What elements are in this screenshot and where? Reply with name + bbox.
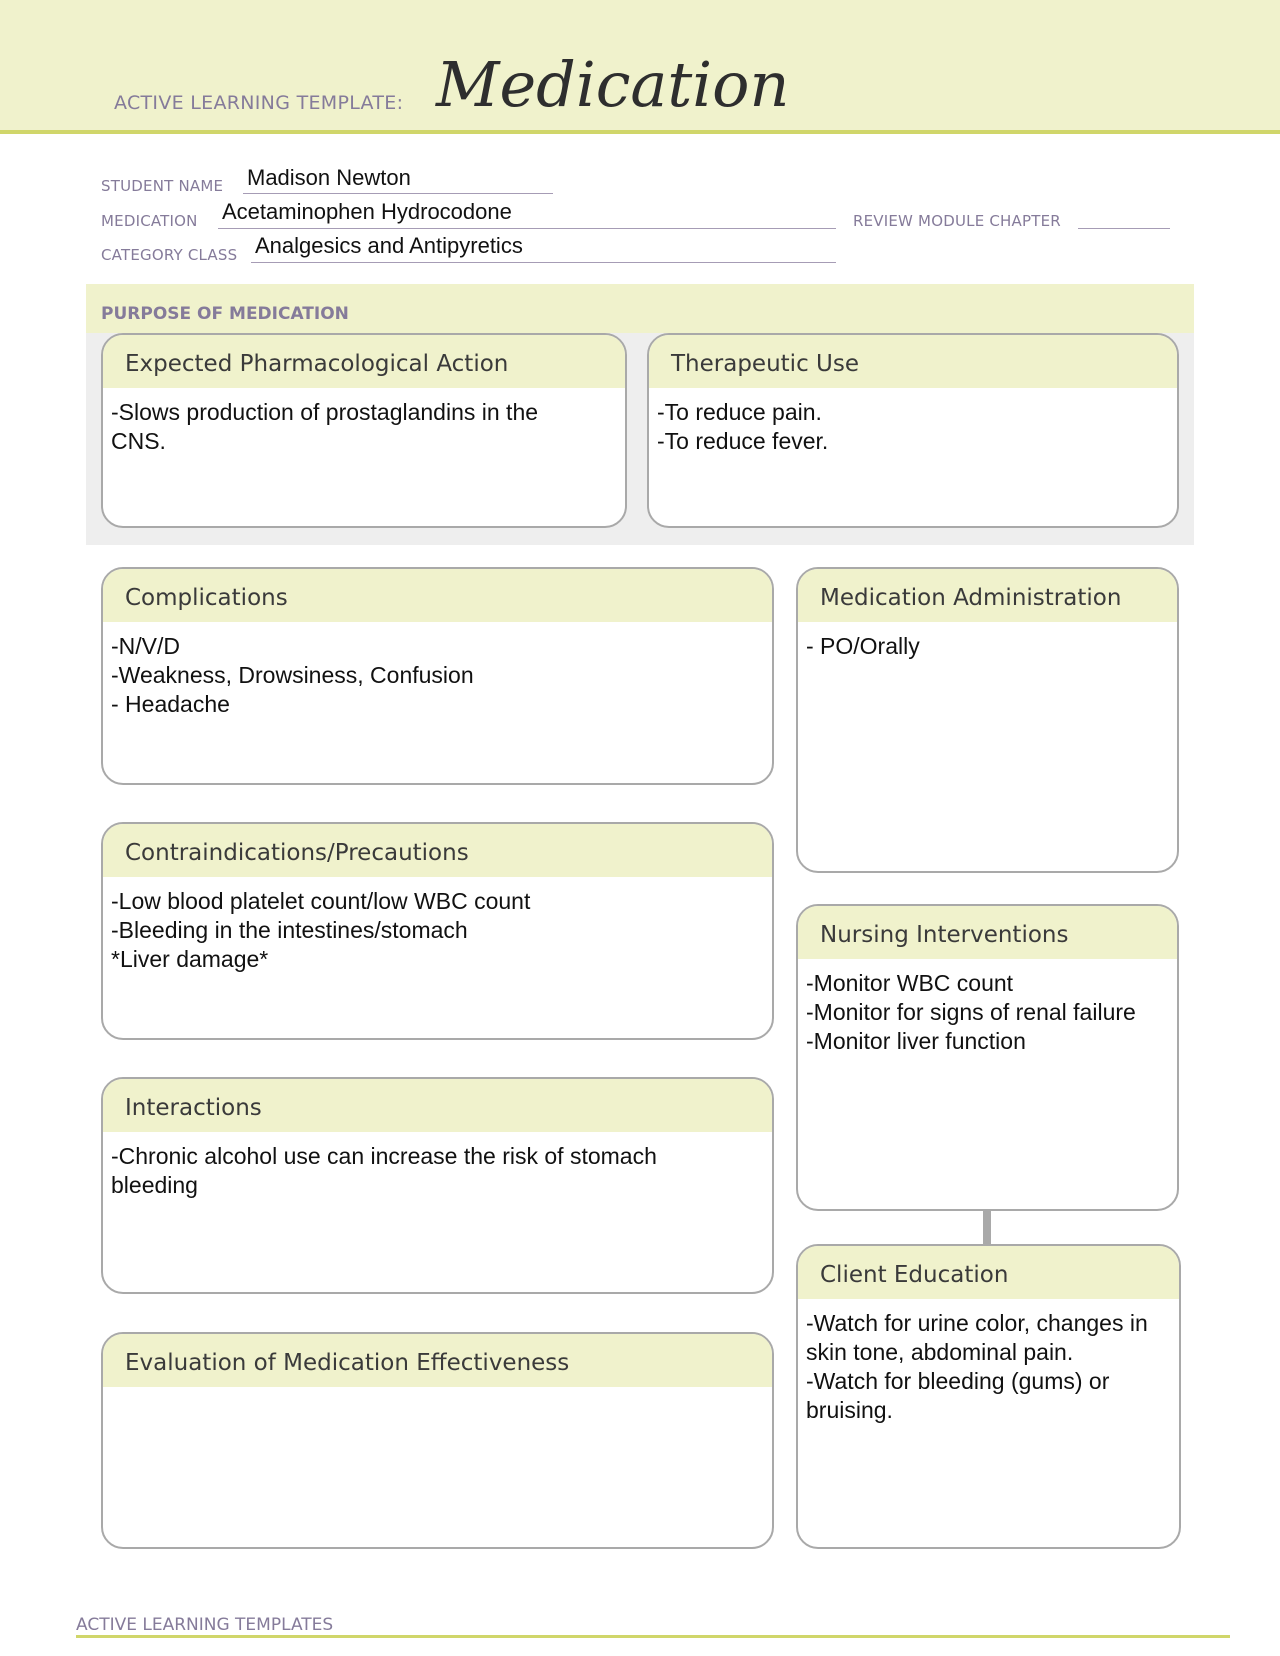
card-title: Evaluation of Medication Effectiveness xyxy=(125,1350,570,1376)
contraindications-body[interactable] xyxy=(103,877,772,974)
card-header xyxy=(103,824,772,877)
page-title: Medication xyxy=(436,48,790,121)
card-line: -Low blood platelet count/low WBC count xyxy=(111,888,531,914)
card-title: Therapeutic Use xyxy=(671,351,859,377)
card-line: -Monitor liver function xyxy=(806,1028,1026,1054)
purpose-header xyxy=(86,284,1194,333)
category-class-label: CATEGORY CLASS xyxy=(101,246,238,264)
card-title: Medication Administration xyxy=(820,585,1122,611)
card-header xyxy=(798,569,1177,622)
interactions-card xyxy=(101,1077,774,1294)
card-title: Nursing Interventions xyxy=(820,922,1069,948)
card-connector xyxy=(983,1210,991,1246)
purpose-title: PURPOSE OF MEDICATION xyxy=(101,304,349,324)
card-header xyxy=(798,1246,1179,1299)
medication-administration-card xyxy=(796,567,1179,873)
complications-body[interactable] xyxy=(103,622,772,719)
card-header xyxy=(649,335,1177,388)
card-header xyxy=(103,1079,772,1132)
card-header xyxy=(103,569,772,622)
interactions-body[interactable] xyxy=(103,1132,772,1200)
category-class-field[interactable]: Analgesics and Antipyretics xyxy=(255,233,523,258)
evaluation-card xyxy=(101,1332,774,1549)
template-label: ACTIVE LEARNING TEMPLATE: xyxy=(114,92,404,114)
card-title: Complications xyxy=(125,585,288,611)
category-class-underline xyxy=(251,262,836,263)
card-header xyxy=(103,1334,772,1387)
footer-label: ACTIVE LEARNING TEMPLATES xyxy=(76,1615,334,1635)
medication-label: MEDICATION xyxy=(101,212,198,230)
expected-action-card xyxy=(101,333,627,528)
evaluation-body[interactable] xyxy=(103,1387,772,1397)
card-line: - Headache xyxy=(111,691,230,717)
complications-card xyxy=(101,567,774,785)
footer-divider xyxy=(76,1635,1230,1638)
card-line: -Weakness, Drowsiness, Confusion xyxy=(111,662,474,688)
contraindications-card xyxy=(101,822,774,1040)
card-title: Client Education xyxy=(820,1262,1009,1288)
card-line: -Monitor WBC count xyxy=(806,970,1014,996)
expected-action-body[interactable] xyxy=(103,388,625,456)
card-title: Interactions xyxy=(125,1095,262,1121)
card-line: -Watch for urine color, changes in skin tone, abdominal pain. xyxy=(806,1310,1155,1365)
card-line: -Watch for bleeding (gums) or bruising. xyxy=(806,1368,1116,1423)
medication-field[interactable]: Acetaminophen Hydrocodone xyxy=(222,199,512,224)
therapeutic-use-card xyxy=(647,333,1179,528)
card-line: -Chronic alcohol use can increase the risk of stomach bleeding xyxy=(111,1143,664,1198)
nursing-interventions-card xyxy=(796,904,1179,1211)
header-divider xyxy=(0,130,1280,134)
card-line: -Slows production of prostaglandins in the CNS. xyxy=(111,399,545,454)
student-name-label: STUDENT NAME xyxy=(101,177,224,195)
card-title: Expected Pharmacological Action xyxy=(125,351,509,377)
nursing-interventions-body[interactable] xyxy=(798,959,1177,1056)
medication-underline xyxy=(218,228,836,229)
card-header xyxy=(798,906,1177,959)
card-line: -Bleeding in the intestines/stomach xyxy=(111,917,468,943)
client-education-card xyxy=(796,1244,1181,1549)
review-module-label: REVIEW MODULE CHAPTER xyxy=(853,212,1061,230)
card-header xyxy=(103,335,625,388)
card-line: - PO/Orally xyxy=(806,633,920,659)
card-line: -To reduce fever. xyxy=(657,428,829,454)
card-line: -To reduce pain. xyxy=(657,399,822,425)
card-line: -N/V/D xyxy=(111,633,180,659)
student-name-field[interactable]: Madison Newton xyxy=(247,165,411,190)
card-line: *Liver damage* xyxy=(111,946,269,972)
therapeutic-use-body[interactable] xyxy=(649,388,1177,456)
review-module-underline xyxy=(1078,228,1170,229)
client-education-body[interactable] xyxy=(798,1299,1179,1425)
card-title: Contraindications/Precautions xyxy=(125,840,469,866)
student-name-underline xyxy=(243,193,553,194)
medication-administration-body[interactable] xyxy=(798,622,1177,661)
card-line: -Monitor for signs of renal failure xyxy=(806,999,1136,1025)
